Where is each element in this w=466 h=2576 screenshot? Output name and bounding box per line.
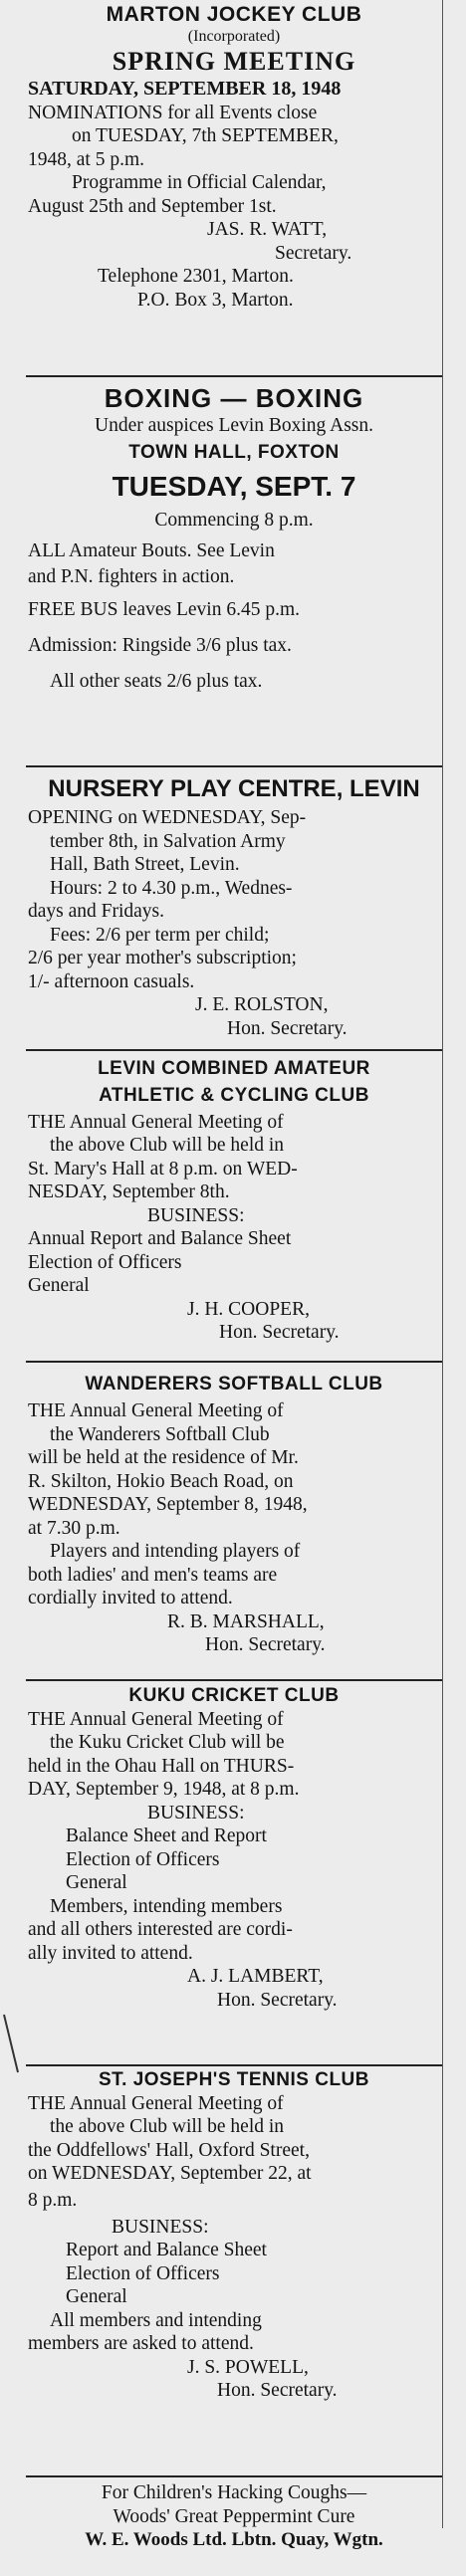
nursery-play-centre-ad: [28, 772, 440, 1040]
divider: [26, 2064, 442, 2066]
st-josephs-tennis-club-ad: [28, 2068, 440, 2403]
kuku-invite-1: Members, intending members: [50, 1895, 283, 1917]
stjoseph-body-3: the Oddfellows' Hall, Oxford Street,: [28, 2139, 310, 2161]
stjoseph-business-label: BUSINESS:: [112, 2216, 209, 2238]
kuku-cricket-club-ad: [28, 1684, 440, 2012]
marton-title: MARTON JOCKEY CLUB: [106, 3, 362, 26]
wanderers-softball-club-ad: [28, 1370, 440, 1657]
athletic-business-1: Annual Report and Balance Sheet: [28, 1228, 292, 1249]
marton-signature: JAS. R. WATT,: [207, 219, 328, 240]
athletic-title-2: ATHLETIC & CYCLING CLUB: [99, 1084, 369, 1106]
boxing-title: BOXING — BOXING: [104, 383, 364, 413]
stjoseph-business-3: General: [66, 2286, 127, 2307]
marton-event: SPRING MEETING: [112, 47, 356, 76]
kuku-business-1: Balance Sheet and Report: [66, 1825, 267, 1846]
wanderers-title: WANDERERS SOFTBALL CLUB: [85, 1374, 383, 1395]
boxing-bouts-1: ALL Amateur Bouts. See Levin: [28, 539, 275, 561]
athletic-business-label: BUSINESS:: [147, 1204, 245, 1226]
marton-nominations-2: on TUESDAY, 7th SEPTEMBER,: [72, 125, 339, 146]
margin-pencil-mark: [0, 2011, 24, 2080]
wanderers-body-5: WEDNESDAY, September 8, 1948,: [28, 1494, 308, 1515]
wanderers-signature-title: Hon. Secretary.: [205, 1634, 326, 1655]
stjoseph-title: ST. JOSEPH'S TENNIS CLUB: [98, 2069, 369, 2090]
divider: [26, 765, 442, 767]
nursery-signature: J. E. ROLSTON,: [195, 994, 329, 1015]
nursery-title: NURSERY PLAY CENTRE, LEVIN: [48, 775, 420, 802]
kuku-business-3: General: [66, 1872, 127, 1893]
athletic-signature-title: Hon. Secretary.: [219, 1322, 340, 1343]
column-right-rule: [442, 0, 443, 2528]
nursery-hours-2: days and Fridays.: [28, 901, 165, 922]
nursery-fees-2: 2/6 per year mother's subscription;: [28, 948, 297, 968]
woods-peppermint-cure-ad: [28, 2481, 440, 2552]
wanderers-body-6: at 7.30 p.m.: [28, 1517, 120, 1539]
woods-line-3: W. E. Woods Ltd. Lbtn. Quay, Wgtn.: [85, 2529, 383, 2550]
stjoseph-business-1: Report and Balance Sheet: [66, 2240, 267, 2260]
kuku-title: KUKU CRICKET CLUB: [128, 1685, 340, 1706]
wanderers-invite-2: both ladies' and men's teams are: [28, 1564, 278, 1586]
athletic-business-2: Election of Officers: [28, 1251, 182, 1273]
kuku-business-label: BUSINESS:: [147, 1802, 245, 1824]
kuku-body-2: the Kuku Cricket Club will be: [50, 1732, 285, 1753]
divider: [26, 1679, 442, 1681]
kuku-signature: A. J. LAMBERT,: [187, 1966, 324, 1987]
divider: [26, 1361, 442, 1363]
boxing-bus: FREE BUS leaves Levin 6.45 p.m.: [28, 599, 300, 620]
divider: [26, 2475, 442, 2477]
boxing-admission: Admission: Ringside 3/6 plus tax.: [28, 635, 292, 656]
marton-nominations-1: NOMINATIONS for all Events close: [28, 102, 318, 123]
levin-athletic-club-ad: [28, 1057, 440, 1345]
wanderers-body-4: R. Skilton, Hokio Beach Road, on: [28, 1470, 294, 1492]
divider: [26, 375, 442, 377]
wanderers-invite-3: cordially invited to attend.: [28, 1588, 233, 1609]
marton-nominations-3: 1948, at 5 p.m.: [28, 148, 144, 170]
marton-programme-2: August 25th and September 1st.: [28, 195, 277, 217]
athletic-body-1: THE Annual General Meeting of: [28, 1111, 284, 1133]
marton-po-box: P.O. Box 3, Marton.: [137, 289, 294, 311]
stjoseph-invite-1: All members and intending: [50, 2309, 262, 2331]
nursery-opening-1: OPENING on WEDNESDAY, Sep-: [28, 807, 307, 828]
stjoseph-business-2: Election of Officers: [66, 2262, 220, 2284]
stjoseph-body-4: on WEDNESDAY, September 22, at: [28, 2163, 312, 2184]
boxing-time: Commencing 8 p.m.: [154, 509, 314, 531]
boxing-venue: TOWN HALL, FOXTON: [128, 441, 340, 463]
nursery-signature-title: Hon. Secretary.: [227, 1017, 348, 1039]
boxing-auspices: Under auspices Levin Boxing Assn.: [94, 415, 373, 436]
kuku-body-3: held in the Ohau Hall on THURS-: [28, 1755, 295, 1777]
woods-line-2: Woods' Great Peppermint Cure: [113, 2505, 355, 2527]
wanderers-body-3: will be held at the residence of Mr.: [28, 1447, 299, 1468]
athletic-title-1: LEVIN COMBINED AMATEUR: [98, 1058, 370, 1079]
marton-date: SATURDAY, SEPTEMBER 18, 1948: [28, 78, 342, 100]
wanderers-signature: R. B. MARSHALL,: [167, 1610, 325, 1632]
boxing-date: TUESDAY, SEPT. 7: [112, 470, 356, 502]
kuku-invite-2: and all others interested are cordi-: [28, 1919, 293, 1940]
stjoseph-body-2: the above Club will be held in: [50, 2116, 285, 2137]
marton-incorporated: (Incorporated): [187, 28, 281, 45]
boxing-other-seats: All other seats 2/6 plus tax.: [50, 671, 263, 692]
nursery-opening-3: Hall, Bath Street, Levin.: [50, 854, 240, 875]
marton-signature-title: Secretary.: [275, 242, 352, 264]
boxing-bouts-2: and P.N. fighters in action.: [28, 566, 235, 587]
kuku-body-1: THE Annual General Meeting of: [28, 1708, 284, 1730]
wanderers-body-2: the Wanderers Softball Club: [50, 1423, 270, 1445]
divider: [26, 1049, 442, 1051]
kuku-signature-title: Hon. Secretary.: [217, 1989, 338, 2011]
kuku-business-2: Election of Officers: [66, 1848, 220, 1870]
stjoseph-body-1: THE Annual General Meeting of: [28, 2092, 284, 2114]
wanderers-body-1: THE Annual General Meeting of: [28, 1400, 284, 1421]
wanderers-invite-1: Players and intending players of: [50, 1541, 301, 1562]
stjoseph-invite-2: members are asked to attend.: [28, 2333, 254, 2354]
boxing-ad: [28, 382, 440, 700]
athletic-body-4: NESDAY, September 8th.: [28, 1181, 230, 1202]
athletic-body-2: the above Club will be held in: [50, 1135, 285, 1156]
stjoseph-body-5: 8 p.m.: [28, 2189, 78, 2211]
athletic-business-3: General: [28, 1275, 90, 1296]
marton-jockey-club-ad: [28, 2, 440, 312]
nursery-hours-1: Hours: 2 to 4.30 p.m., Wednes-: [50, 877, 293, 899]
stjoseph-signature: J. S. POWELL,: [187, 2356, 309, 2378]
marton-telephone: Telephone 2301, Marton.: [98, 266, 294, 287]
kuku-invite-3: ally invited to attend.: [28, 1942, 193, 1964]
athletic-body-3: St. Mary's Hall at 8 p.m. on WED-: [28, 1158, 298, 1180]
nursery-fees-3: 1/- afternoon casuals.: [28, 970, 195, 992]
nursery-opening-2: tember 8th, in Salvation Army: [50, 830, 286, 852]
woods-line-1: For Children's Hacking Coughs—: [101, 2482, 367, 2503]
marton-programme-1: Programme in Official Calendar,: [72, 172, 327, 193]
nursery-fees-1: Fees: 2/6 per term per child;: [50, 924, 270, 946]
kuku-body-4: DAY, September 9, 1948, at 8 p.m.: [28, 1779, 300, 1800]
athletic-signature: J. H. COOPER,: [187, 1298, 310, 1320]
stjoseph-signature-title: Hon. Secretary.: [217, 2380, 338, 2401]
